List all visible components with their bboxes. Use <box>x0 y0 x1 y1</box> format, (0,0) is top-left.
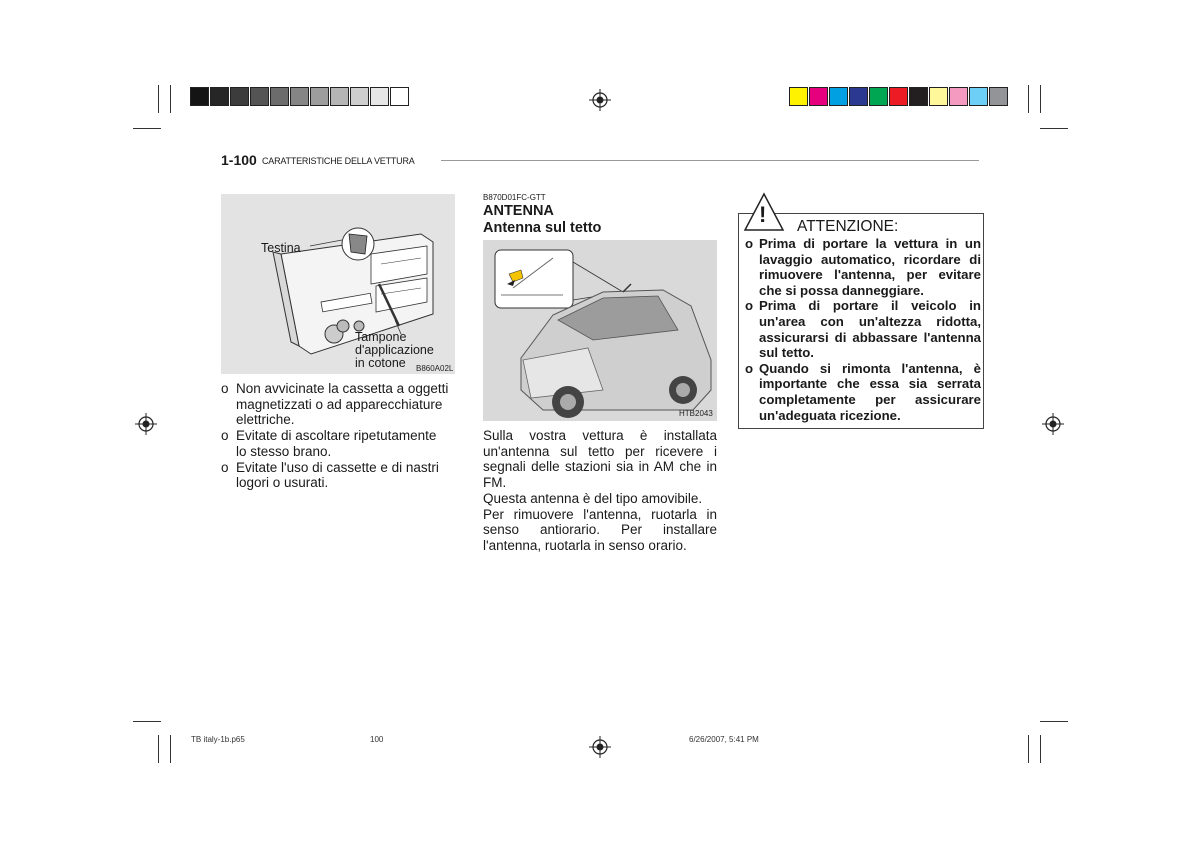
registration-mark-right-icon <box>1042 413 1064 435</box>
bullet-marker: o <box>221 428 229 444</box>
registration-mark-left-icon <box>135 413 157 435</box>
warning-item <box>739 236 981 298</box>
bullet-marker: o <box>221 381 229 396</box>
registration-mark-top-icon <box>589 89 611 111</box>
warning-line: Prima di portare il veicolo in <box>759 298 981 314</box>
warning-box <box>738 202 984 429</box>
color-swatch <box>789 87 808 106</box>
list-line: logori o usurati. <box>236 475 329 491</box>
color-swatch <box>889 87 908 106</box>
color-swatch <box>310 87 329 106</box>
cassette-care-list <box>221 381 457 491</box>
color-swatch <box>190 87 209 106</box>
warning-line: un'area con un'altezza ridotta, <box>759 313 981 329</box>
warning-line: rimuovere l'antenna, per evitare <box>759 267 981 283</box>
list-line: Evitate di ascoltare ripetutamente <box>236 428 437 444</box>
paragraph-line: FM. <box>483 475 507 491</box>
warning-exclamation: ! <box>759 202 767 227</box>
list-line: lo stesso brano. <box>236 443 332 459</box>
warning-item <box>739 361 981 423</box>
color-swatch <box>250 87 269 106</box>
roof-antenna-figure <box>483 240 717 421</box>
color-swatch <box>210 87 229 106</box>
color-swatch <box>949 87 968 106</box>
figure-code: HTB2043 <box>679 409 713 418</box>
footer-timestamp: 6/26/2007, 5:41 PM <box>689 735 759 744</box>
warning-line: sul tetto. <box>759 345 814 361</box>
warning-line: lavaggio automatico, ricordare di <box>759 251 981 267</box>
bullet-marker: o <box>745 298 754 314</box>
page-number: 1-100 <box>221 152 257 168</box>
color-swatch <box>829 87 848 106</box>
warning-line: importante che essa sia serrata <box>759 376 981 392</box>
color-swatch <box>909 87 928 106</box>
list-item <box>221 460 457 491</box>
paragraph-line: Questa antenna è del tipo amovibile. <box>483 490 703 506</box>
color-swatch <box>869 87 888 106</box>
list-item <box>221 381 457 428</box>
warning-line: Quando si rimonta l'antenna, è <box>759 360 981 376</box>
color-swatch <box>969 87 988 106</box>
color-swatch <box>989 87 1008 106</box>
warning-line: che si possa danneggiare. <box>759 282 924 298</box>
section-title: CARATTERISTICHE DELLA VETTURA <box>262 156 415 166</box>
reference-code: B870D01FC-GTT <box>483 193 546 202</box>
bullet-marker: o <box>745 236 754 251</box>
label-testina: Testina <box>261 241 301 255</box>
cassette-head-cleaning-figure <box>221 194 455 374</box>
color-swatch <box>390 87 409 106</box>
list-line: magnetizzati o ad apparecchiature <box>236 396 443 412</box>
color-swatch <box>270 87 289 106</box>
antenna-description <box>483 428 717 554</box>
list-item <box>221 428 457 459</box>
paragraph-line: Sulla vostra vettura è installata <box>483 428 717 443</box>
color-swatch <box>929 87 948 106</box>
color-swatch <box>290 87 309 106</box>
label-swab-line: Tampone <box>355 330 407 344</box>
footer-file-name: TB italy-1b.p65 <box>191 735 245 744</box>
warning-title: ATTENZIONE: <box>797 218 899 235</box>
warning-line: assicurarsi di abbassare l'antenna <box>759 329 981 345</box>
section-heading: ANTENNA <box>483 203 554 219</box>
bullet-marker: o <box>221 459 229 475</box>
paragraph-line: senso antiorario. Per installare <box>483 522 717 538</box>
paragraph-line: Per rimuovere l'antenna, ruotarla in <box>483 506 717 522</box>
header-rule <box>441 160 979 161</box>
color-swatch <box>809 87 828 106</box>
figure-code: B860A02L <box>416 364 454 373</box>
warning-line: un'adeguata ricezione. <box>759 407 901 423</box>
color-swatch <box>849 87 868 106</box>
warning-line: completamente per assicurare <box>759 391 981 407</box>
warning-item <box>739 298 981 360</box>
car-illustration <box>483 240 717 421</box>
warning-line: Prima di portare la vettura in un <box>759 236 981 251</box>
list-line: Evitate l'uso di cassette e di nastri <box>236 459 439 475</box>
warning-list <box>739 236 981 423</box>
bullet-marker: o <box>745 360 754 376</box>
label-swab-line: in cotone <box>355 356 406 370</box>
color-swatch <box>230 87 249 106</box>
section-subheading: Antenna sul tetto <box>483 220 602 236</box>
list-line: elettriche. <box>236 412 295 428</box>
paragraph-line: un'antenna sul tetto per ricevere i <box>483 443 717 459</box>
color-swatch <box>330 87 349 106</box>
paragraph-line: segnali delle stazioni sia in AM che in <box>483 459 717 475</box>
label-swab-line: d'applicazione <box>355 343 434 357</box>
paragraph-line: l'antenna, ruotarla in senso orario. <box>483 537 687 553</box>
color-swatch <box>350 87 369 106</box>
footer-page: 100 <box>370 735 384 744</box>
color-swatch <box>370 87 389 106</box>
list-line: Non avvicinate la cassetta a oggetti <box>236 381 449 396</box>
registration-mark-bottom-icon <box>589 736 611 758</box>
